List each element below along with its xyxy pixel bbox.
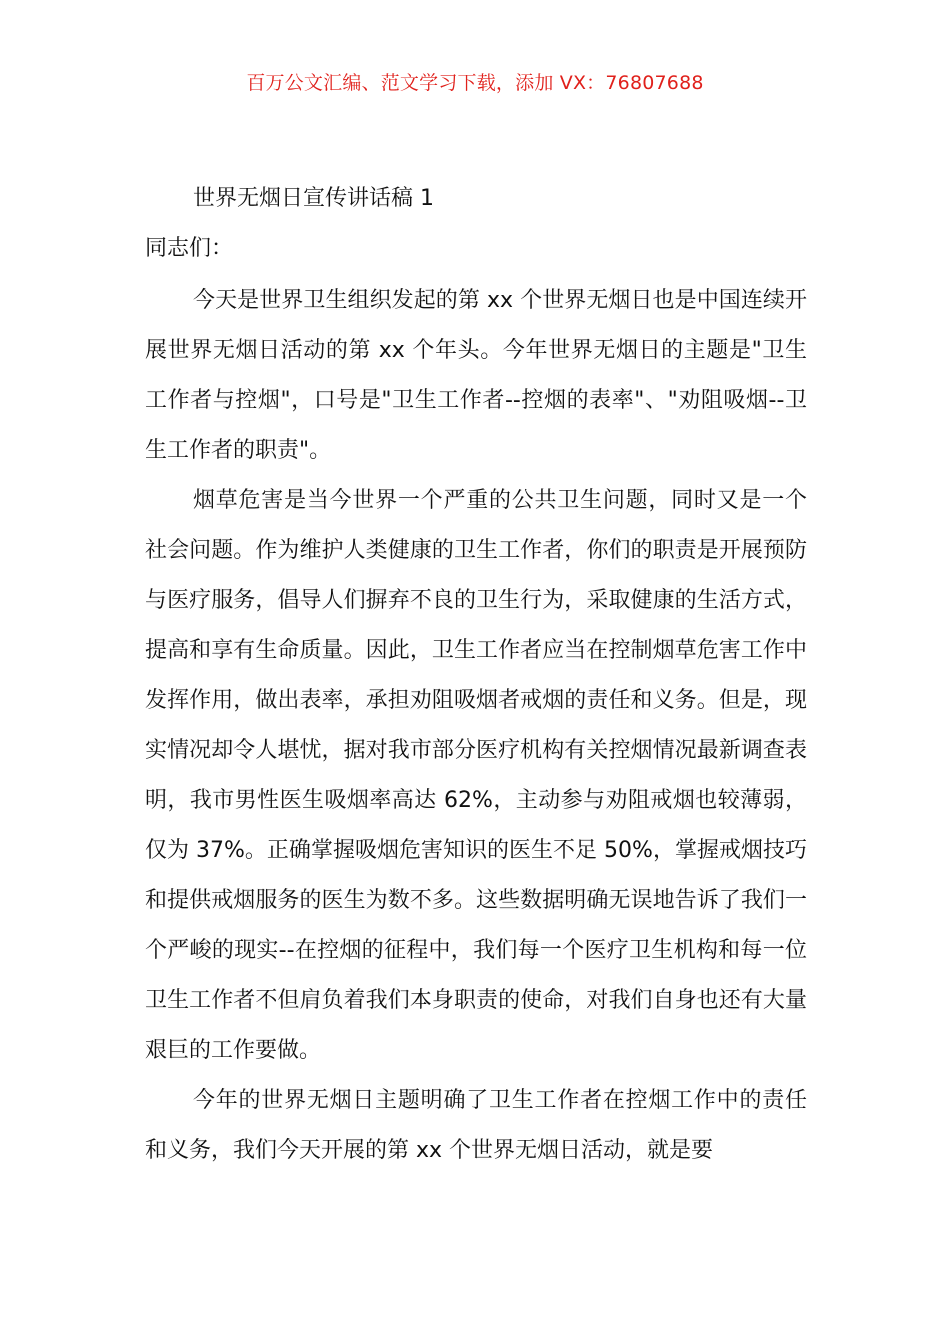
document-title: 世界无烟日宣传讲话稿 1	[193, 186, 434, 211]
paragraph: 今年的世界无烟日主题明确了卫生工作者在控烟工作中的责任和义务，我们今天开展的第 xx 个世界无烟日活动，就是要	[145, 1088, 807, 1163]
paragraph: 烟草危害是当今世界一个严重的公共卫生问题，同时又是一个社会问题。作为维护人类健康的卫生工作者，你们的职责是开展预防与医疗服务，倡导人们摒弃不良的卫生行为，采取健康的生活方式，提高和享有生命质量。因此，卫生工作者应当在控制烟草危害工作中发挥作用，做出表率，承担劝阻吸烟者戒烟的责任和义务。但是，现实情况却令人堪忧，据对我市部分医疗机构有关控烟情况最新调查表明，我市男性医生吸烟率高达 62%，主动参与劝阻戒烟也较薄弱，仅为 37%。正确掌握吸烟危害知识的医生不足 50%，掌握戒烟技巧和提供戒烟服务的医生为数不多。这些数据明确无误地告诉了我们一个严峻的现实--在控烟的征程中，我们每一个医疗卫生机构和每一位卫生工作者不但肩负着我们本身职责的使命，对我们自身也还有大量艰巨的工作要做。	[145, 488, 807, 1063]
greeting: 同志们：	[145, 236, 234, 261]
header-watermark-note: 百万公文汇编、范文学习下载，添加 VX：76807688	[246, 72, 704, 94]
document-body	[145, 276, 807, 1176]
paragraph: 今天是世界卫生组织发起的第 xx 个世界无烟日也是中国连续开展世界无烟日活动的第 xx 个年头。今年世界无烟日的主题是"卫生工作者与控烟"，口号是"卫生工作者--控烟的表率"、"劝阻吸烟--卫生工作者的职责"。	[145, 288, 807, 463]
